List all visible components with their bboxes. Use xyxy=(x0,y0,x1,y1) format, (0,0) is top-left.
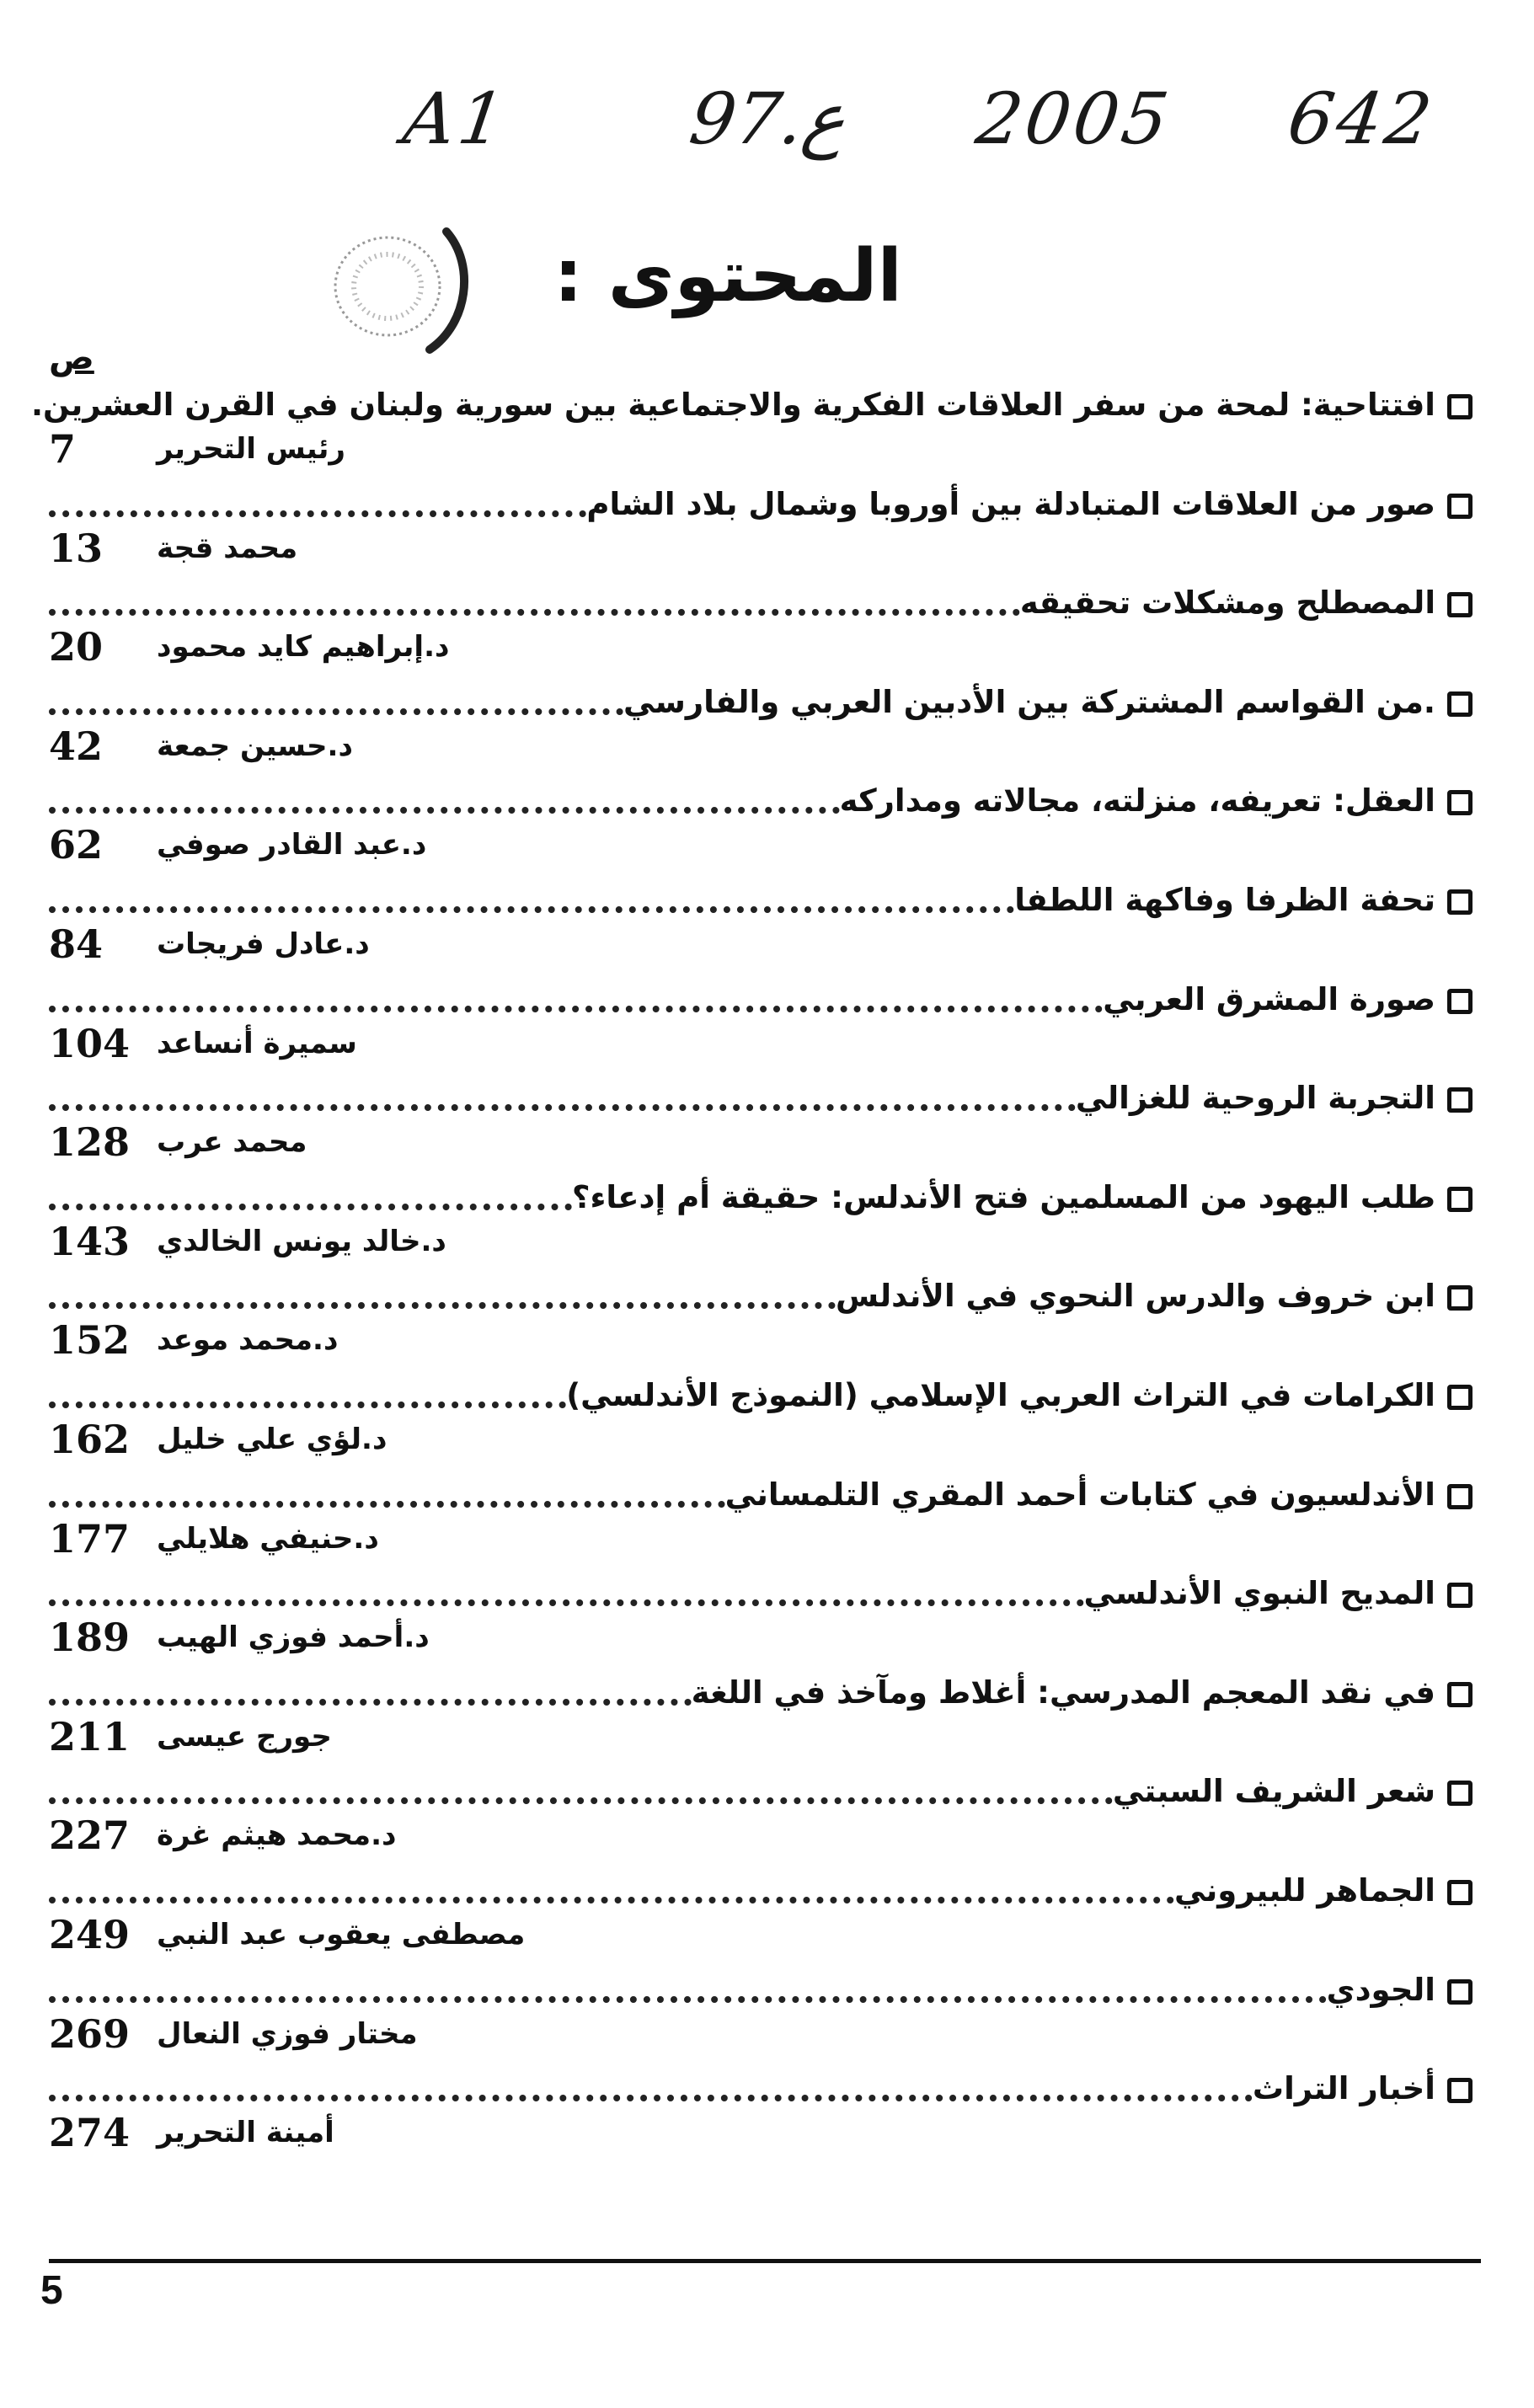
entry-title: أخبار التراث xyxy=(1252,2070,1435,2107)
entry-author: د.لؤي علي خليل xyxy=(157,1422,388,1456)
library-stamp-icon xyxy=(320,215,472,358)
handwritten-note-year: 2005 xyxy=(971,77,1177,160)
entry-author: د.عبد القادر صوفي xyxy=(157,828,427,862)
entry-page: 211 xyxy=(49,1713,131,1759)
footer-rule xyxy=(49,2259,1481,2263)
checkbox-icon xyxy=(1447,494,1473,519)
checkbox-icon xyxy=(1447,1880,1473,1905)
footer-page-number: 5 xyxy=(40,2268,63,2313)
entry-author: أمينة التحرير xyxy=(157,2116,334,2150)
entry-title: صورة المشرق العربي xyxy=(1103,980,1435,1017)
entry-author: مختار فوزي النعال xyxy=(157,2016,418,2051)
checkbox-icon xyxy=(1447,1781,1473,1806)
dot-leader xyxy=(49,609,1020,616)
entry-title: الكرامات في التراث العربي الإسلامي (النموذج الأندلسي) xyxy=(566,1376,1435,1413)
entry-page: 189 xyxy=(49,1615,131,1661)
entry-title: تحفة الظرفا وفاكهة اللطفا xyxy=(1014,881,1435,918)
checkbox-icon xyxy=(1447,1285,1473,1311)
entry-author: د.عادل فريجات xyxy=(157,926,370,961)
checkbox-icon xyxy=(1447,2078,1473,2103)
dot-leader xyxy=(49,1897,1174,1903)
checkbox-icon xyxy=(1447,1682,1473,1707)
dot-leader xyxy=(49,1204,572,1210)
table-of-contents xyxy=(31,369,1473,2156)
entry-page: 128 xyxy=(49,1119,131,1166)
dot-leader xyxy=(49,510,586,517)
entry-author: د.محمد موعد xyxy=(157,1323,339,1358)
toc-entry xyxy=(49,1359,1473,1462)
entry-title: في نقد المعجم المدرسي: أغلاط ومآخذ في اللغة xyxy=(691,1674,1435,1711)
toc-entry xyxy=(49,1657,1473,1759)
toc-entry xyxy=(49,567,1473,670)
checkbox-icon xyxy=(1447,394,1473,419)
checkbox-icon xyxy=(1447,1979,1473,2005)
checkbox-icon xyxy=(1447,989,1473,1014)
entry-author: د.محمد هيثم غرة xyxy=(157,1818,397,1853)
entry-page: 42 xyxy=(49,723,104,769)
dot-leader xyxy=(49,708,623,715)
toc-entry xyxy=(49,864,1473,967)
dot-leader xyxy=(49,906,1014,913)
checkbox-icon xyxy=(1447,1385,1473,1410)
dot-leader xyxy=(49,1996,1327,2003)
entry-author: د.حنيفي هلايلي xyxy=(157,1521,379,1556)
entry-title: .من القواسم المشتركة بين الأدبين العربي والفارسي xyxy=(623,683,1435,720)
page-title: المحتوى : xyxy=(553,234,902,318)
entry-page: 162 xyxy=(49,1416,131,1462)
entry-author: د.إبراهيم كايد محمود xyxy=(157,630,450,665)
checkbox-icon xyxy=(1447,1187,1473,1212)
entry-page: 7 xyxy=(49,426,77,472)
dot-leader xyxy=(49,1797,1113,1804)
entry-title: طلب اليهود من المسلمين فتح الأندلس: حقيقة أم إدعاء؟ xyxy=(572,1178,1435,1215)
entry-page: 152 xyxy=(49,1317,131,1364)
checkbox-icon xyxy=(1447,1484,1473,1509)
entry-page: 227 xyxy=(49,1813,131,1859)
toc-entry xyxy=(49,1755,1473,1859)
entry-page: 177 xyxy=(49,1515,131,1562)
dot-leader xyxy=(49,1501,725,1508)
entry-page: 62 xyxy=(49,822,104,868)
toc-entry xyxy=(49,666,1473,769)
entry-author: مصطفى يعقوب عبد النبي xyxy=(157,1917,526,1951)
entry-title: ابن خروف والدرس النحوي في الأندلس xyxy=(835,1278,1435,1315)
entry-title: المديح النبوي الأندلسي xyxy=(1083,1575,1435,1612)
entry-page: 20 xyxy=(49,624,104,670)
entry-page: 269 xyxy=(49,2010,131,2057)
handwritten-note-number: 642 xyxy=(1283,77,1440,160)
entry-title: المصطلح ومشكلات تحقيقه xyxy=(1019,585,1435,622)
checkbox-icon xyxy=(1447,1087,1473,1113)
entry-title: الجماهر للبيروني xyxy=(1173,1871,1435,1909)
dot-leader xyxy=(49,1006,1103,1012)
handwritten-note-issue: 97.ع xyxy=(685,77,852,160)
entry-author: د.حسين جمعة xyxy=(157,729,353,763)
entry-title: العقل: تعريفه، منزلته، مجالاته ومداركه xyxy=(839,782,1435,820)
dot-leader xyxy=(49,807,840,814)
entry-page: 84 xyxy=(49,921,104,967)
entry-page: 143 xyxy=(49,1218,131,1264)
toc-entry xyxy=(49,765,1473,868)
dot-leader xyxy=(49,2095,1253,2101)
checkbox-icon xyxy=(1447,691,1473,717)
entry-title: التجربة الروحية للغزالي xyxy=(1075,1080,1435,1117)
dot-leader xyxy=(49,1104,1076,1111)
checkbox-icon xyxy=(1447,889,1473,915)
entry-author: د.خالد يونس الخالدي xyxy=(157,1224,446,1258)
toc-entry xyxy=(49,1557,1473,1661)
toc-entry xyxy=(49,1161,1473,1264)
entry-title: شعر الشريف السبتي xyxy=(1112,1773,1435,1810)
entry-author: سميرة أنساعد xyxy=(157,1026,357,1060)
entry-title: الجودي xyxy=(1326,1971,1435,2008)
entry-title: الأندلسيون في كتابات أحمد المقري التلمساني xyxy=(724,1476,1435,1513)
entry-page: 13 xyxy=(49,525,104,571)
checkbox-icon xyxy=(1447,790,1473,815)
checkbox-icon xyxy=(1447,1583,1473,1608)
entry-author: رئيس التحرير xyxy=(157,432,345,466)
toc-entry xyxy=(49,1855,1473,1957)
entry-page: 104 xyxy=(49,1020,131,1066)
dot-leader xyxy=(49,1699,692,1706)
checkbox-icon xyxy=(1447,592,1473,617)
toc-entry xyxy=(49,2053,1473,2156)
entry-author: د.أحمد فوزي الهيب xyxy=(157,1620,430,1655)
toc-entry xyxy=(49,964,1473,1066)
entry-author: جورج عيسى xyxy=(157,1719,332,1754)
entry-page: 249 xyxy=(49,1911,131,1957)
toc-entry xyxy=(31,369,1473,472)
toc-entry xyxy=(49,1260,1473,1364)
page-column-label: ص xyxy=(49,339,94,377)
toc-entry xyxy=(49,1062,1473,1166)
dot-leader xyxy=(49,1402,566,1408)
dot-leader xyxy=(49,1302,836,1309)
entry-author: محمد عرب xyxy=(157,1125,307,1160)
entry-page: 274 xyxy=(49,2110,131,2156)
entry-author: محمد قجة xyxy=(157,531,298,565)
toc-entry xyxy=(49,468,1473,571)
handwritten-note-a1: A1 xyxy=(398,77,513,160)
dot-leader xyxy=(49,1599,1084,1606)
toc-entry xyxy=(49,1954,1473,2057)
entry-title: افتتاحية: لمحة من سفر العلاقات الفكرية والاجتماعية بين سورية ولبنان في القرن العشرين. xyxy=(31,387,1435,423)
toc-entry xyxy=(49,1459,1473,1562)
entry-title: صور من العلاقات المتبادلة بين أوروبا وشمال بلاد الشام xyxy=(586,485,1435,522)
